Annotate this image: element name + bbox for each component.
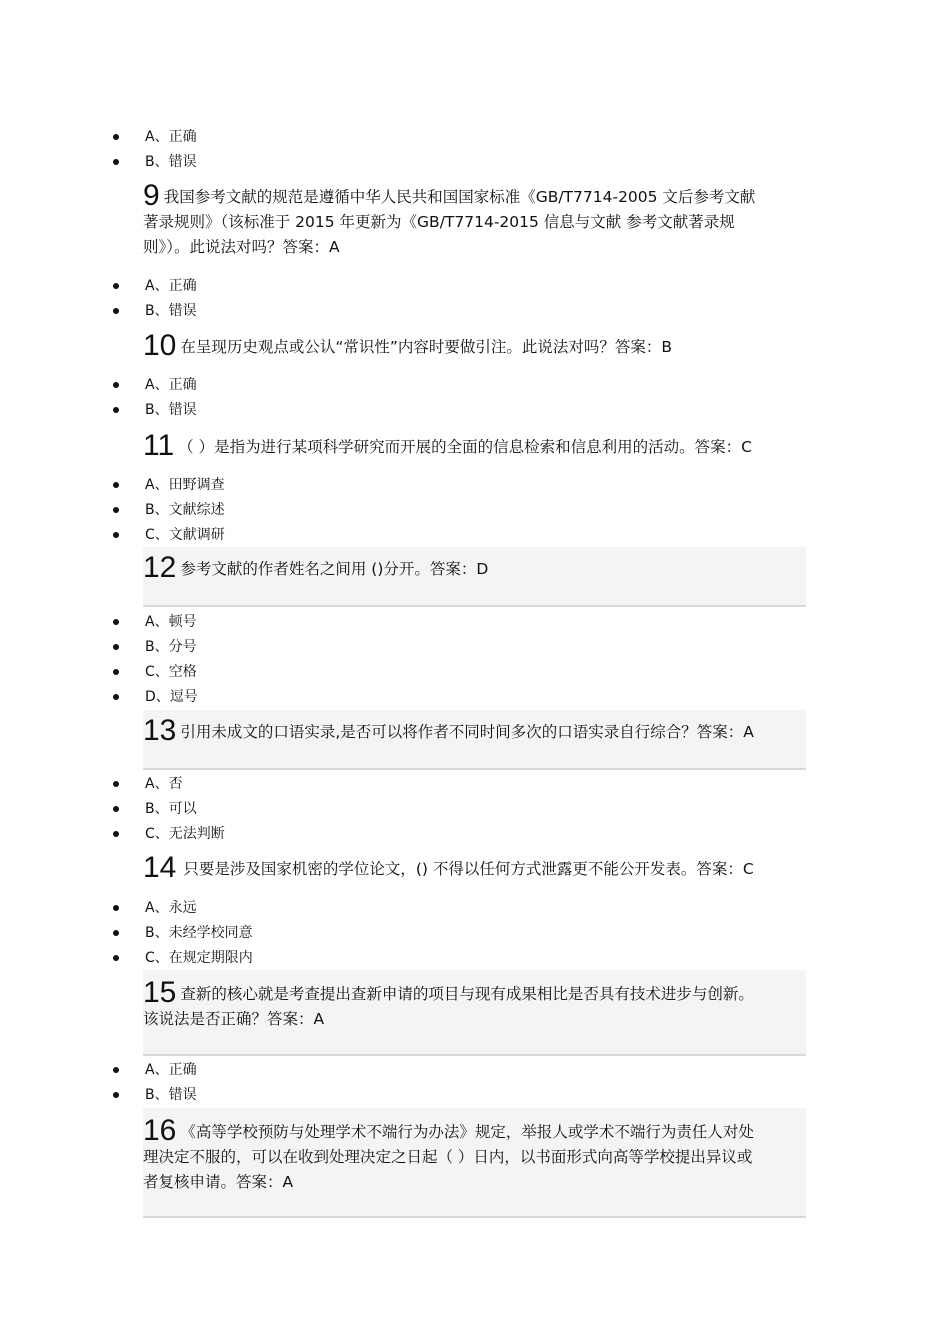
- question-number: 15: [143, 976, 177, 1009]
- bullet-icon: [113, 905, 119, 911]
- option-item: [0, 685, 950, 710]
- bullet-icon: [113, 955, 119, 961]
- bullet-icon: [113, 1067, 119, 1073]
- question-number: 14: [143, 851, 179, 884]
- option-item: [0, 523, 950, 548]
- bullet-icon: [113, 930, 119, 936]
- bullet-icon: [113, 407, 119, 413]
- option-item: [0, 921, 950, 946]
- option-item: [0, 946, 950, 971]
- bullet-icon: [113, 619, 119, 625]
- bullet-icon: [113, 283, 119, 289]
- question-text-line: 只要是涉及国家机密的学位论文，() 不得以任何方式泄露更不能公开发表。答案：C: [183, 860, 754, 878]
- option-text: A、田野调查: [145, 477, 225, 493]
- option-text: B、未经学校同意: [145, 925, 253, 941]
- option-list-12: [0, 610, 950, 710]
- option-item: [0, 635, 950, 660]
- question-number: 10: [143, 329, 177, 362]
- bullet-icon: [113, 382, 119, 388]
- bullet-icon: [113, 806, 119, 812]
- option-text: C、文献调研: [145, 527, 225, 543]
- option-text: A、顿号: [145, 614, 197, 630]
- option-list-14: [0, 896, 950, 971]
- question-12: [143, 547, 806, 607]
- question-text-line: （ ）是指为进行某项科学研究而开展的全面的信息检索和信息利用的活动。答案：C: [178, 438, 752, 456]
- question-15: [143, 970, 806, 1056]
- question-13: [143, 710, 806, 770]
- option-item: [0, 822, 950, 847]
- question-text-line: 该说法是否正确？答案：A: [143, 1010, 325, 1028]
- option-list-top: [0, 125, 950, 175]
- question-text-line: 引用未成文的口语实录,是否可以将作者不同时间多次的口语实录自行综合？答案：A: [180, 723, 754, 741]
- option-text: B、文献综述: [145, 502, 225, 518]
- question-10: [143, 329, 806, 362]
- bullet-icon: [113, 482, 119, 488]
- bullet-icon: [113, 694, 119, 700]
- bullet-icon: [113, 644, 119, 650]
- option-text: B、分号: [145, 639, 197, 655]
- option-text: C、空格: [145, 664, 197, 680]
- bullet-icon: [113, 159, 119, 165]
- option-list-10: [0, 373, 950, 423]
- option-item: [0, 473, 950, 498]
- option-text: A、正确: [145, 278, 197, 294]
- option-item: [0, 498, 950, 523]
- question-14: [143, 851, 806, 884]
- option-text: A、永远: [145, 900, 197, 916]
- option-item: [0, 1058, 950, 1083]
- bullet-icon: [113, 1092, 119, 1098]
- option-item: [0, 610, 950, 635]
- question-number: 16: [143, 1114, 177, 1147]
- option-text: B、错误: [145, 303, 197, 319]
- option-text: A、正确: [145, 377, 197, 393]
- option-item: [0, 797, 950, 822]
- option-item: [0, 274, 950, 299]
- bullet-icon: [113, 831, 119, 837]
- option-item: [0, 150, 950, 175]
- option-item: [0, 660, 950, 685]
- question-text-line: 《高等学校预防与处理学术不端行为办法》规定，举报人或学术不端行为责任人对处: [180, 1123, 754, 1141]
- question-number: 11: [143, 429, 175, 462]
- option-list-15: [0, 1058, 950, 1108]
- option-item: [0, 772, 950, 797]
- option-text: B、可以: [145, 801, 197, 817]
- option-item: [0, 125, 950, 150]
- option-text: A、正确: [145, 129, 197, 145]
- option-item: [0, 398, 950, 423]
- option-text: C、在规定期限内: [145, 950, 253, 966]
- question-text-line: 参考文献的作者姓名之间用 ()分开。答案：D: [180, 560, 489, 578]
- option-list-11: [0, 473, 950, 548]
- question-11: [143, 429, 806, 462]
- bullet-icon: [113, 532, 119, 538]
- option-text: B、错误: [145, 402, 197, 418]
- option-text: D、逗号: [145, 689, 198, 705]
- option-item: [0, 299, 950, 324]
- option-text: B、错误: [145, 154, 197, 170]
- question-9: [143, 179, 806, 260]
- question-text-line: 则》）。此说法对吗？答案：A: [143, 238, 340, 256]
- question-16: [143, 1108, 806, 1218]
- bullet-icon: [113, 507, 119, 513]
- bullet-icon: [113, 781, 119, 787]
- option-list-9: [0, 274, 950, 324]
- question-text-line: 者复核申请。答案：A: [143, 1173, 294, 1191]
- option-item: [0, 373, 950, 398]
- question-number: 9: [143, 179, 160, 212]
- option-text: B、错误: [145, 1087, 197, 1103]
- option-text: A、正确: [145, 1062, 197, 1078]
- bullet-icon: [113, 308, 119, 314]
- question-number: 13: [143, 714, 177, 747]
- question-text-line: 在呈现历史观点或公认“常识性”内容时要做引注。此说法对吗？答案：B: [180, 338, 673, 356]
- bullet-icon: [113, 669, 119, 675]
- question-text-line: 理决定不服的，可以在收到处理决定之日起（ ）日内，以书面形式向高等学校提出异议或: [143, 1148, 753, 1166]
- question-text-line: 我国参考文献的规范是遵循中华人民共和国国家标准《GB/T7714-2005 文后参考文献: [163, 188, 756, 206]
- question-text-line: 著录规则》（该标准于 2015 年更新为《GB/T7714-2015 信息与文献 参考文献著录规: [143, 213, 735, 231]
- question-number: 12: [143, 551, 177, 584]
- bullet-icon: [113, 134, 119, 140]
- question-text-line: 查新的核心就是考查提出查新申请的项目与现有成果相比是否具有技术进步与创新。: [180, 985, 754, 1003]
- option-list-13: [0, 772, 950, 847]
- option-text: A、否: [145, 776, 183, 792]
- option-item: [0, 1083, 950, 1108]
- option-item: [0, 896, 950, 921]
- option-text: C、无法判断: [145, 826, 225, 842]
